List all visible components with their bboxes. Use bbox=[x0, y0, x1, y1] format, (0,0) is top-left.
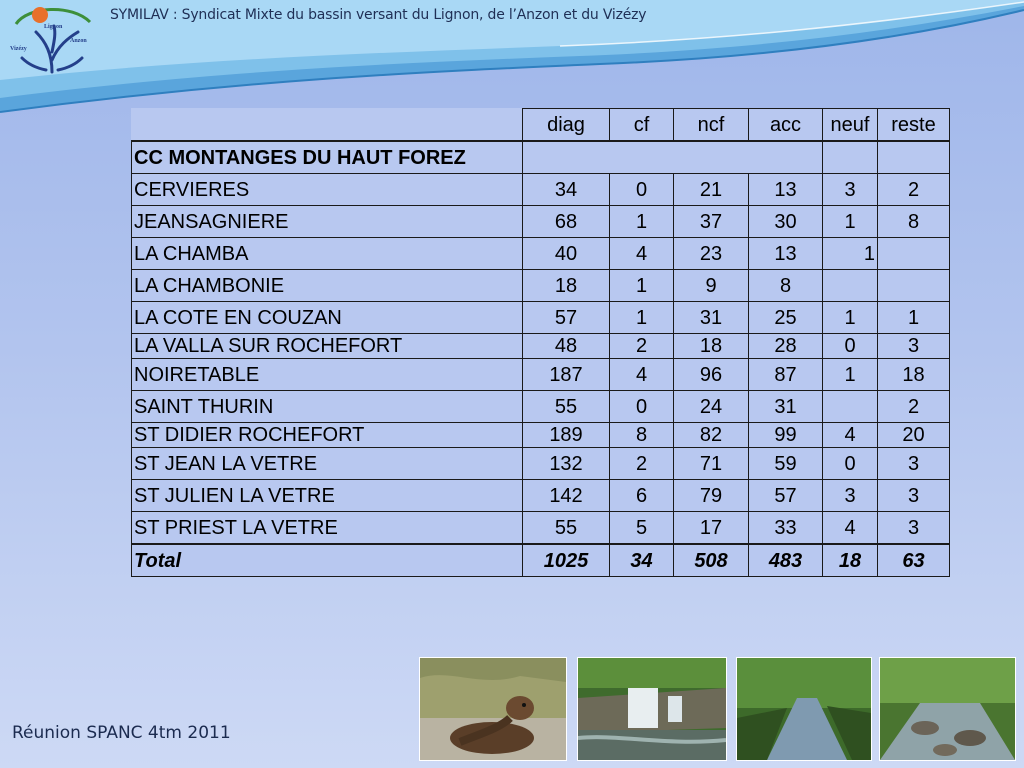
column-header-diag: diag bbox=[523, 109, 610, 142]
total-reste: 63 bbox=[878, 544, 950, 577]
cell-diag: 40 bbox=[523, 238, 610, 270]
cell-reste bbox=[878, 238, 950, 270]
cell-acc: 13 bbox=[749, 174, 823, 206]
table-row bbox=[132, 270, 950, 302]
cell-reste: 3 bbox=[878, 334, 950, 359]
table-row bbox=[132, 359, 950, 391]
column-header-cf: cf bbox=[610, 109, 674, 142]
cell-neuf: 3 bbox=[823, 480, 878, 512]
river-photo bbox=[736, 657, 872, 761]
table-row bbox=[132, 206, 950, 238]
table-row bbox=[132, 391, 950, 423]
cell-acc: 31 bbox=[749, 391, 823, 423]
cell-reste: 3 bbox=[878, 512, 950, 545]
table-row bbox=[132, 302, 950, 334]
group-row bbox=[132, 141, 950, 174]
cell-cf: 0 bbox=[610, 174, 674, 206]
cell-cf: 2 bbox=[610, 334, 674, 359]
cell-acc: 99 bbox=[749, 423, 823, 448]
commune-name: ST JEAN LA VETRE bbox=[132, 448, 523, 480]
cell-ncf: 31 bbox=[674, 302, 749, 334]
commune-name: JEANSAGNIERE bbox=[132, 206, 523, 238]
total-diag: 1025 bbox=[523, 544, 610, 577]
commune-name: LA CHAMBA bbox=[132, 238, 523, 270]
table-row bbox=[132, 480, 950, 512]
cell-cf: 5 bbox=[610, 512, 674, 545]
cell-cf: 1 bbox=[610, 302, 674, 334]
cell-diag: 57 bbox=[523, 302, 610, 334]
table-row bbox=[132, 174, 950, 206]
page-header-title: SYMILAV : Syndicat Mixte du bassin versant du Lignon, de l’Anzon et du Vizézy bbox=[110, 7, 647, 23]
cell-diag: 68 bbox=[523, 206, 610, 238]
commune-name: ST DIDIER ROCHEFORT bbox=[132, 423, 523, 448]
cell-acc: 30 bbox=[749, 206, 823, 238]
cell-acc: 59 bbox=[749, 448, 823, 480]
total-neuf: 18 bbox=[823, 544, 878, 577]
cell-diag: 187 bbox=[523, 359, 610, 391]
waterfall-photo bbox=[577, 657, 727, 761]
column-header-ncf: ncf bbox=[674, 109, 749, 142]
total-row bbox=[132, 544, 950, 577]
cell-diag: 55 bbox=[523, 391, 610, 423]
cell-reste: 2 bbox=[878, 174, 950, 206]
cell-ncf: 17 bbox=[674, 512, 749, 545]
cell-ncf: 23 bbox=[674, 238, 749, 270]
commune-name: ST JULIEN LA VETRE bbox=[132, 480, 523, 512]
cell-ncf: 18 bbox=[674, 334, 749, 359]
cell-diag: 189 bbox=[523, 423, 610, 448]
cell-neuf: 0 bbox=[823, 448, 878, 480]
cell-neuf: 1 bbox=[823, 302, 878, 334]
cell-neuf: 4 bbox=[823, 423, 878, 448]
cell-neuf: 0 bbox=[823, 334, 878, 359]
rocky-stream-photo bbox=[879, 657, 1016, 761]
cell-ncf: 9 bbox=[674, 270, 749, 302]
total-label: Total bbox=[132, 544, 523, 577]
column-header-acc: acc bbox=[749, 109, 823, 142]
cell-acc: 13 bbox=[749, 238, 823, 270]
empty-header-cell bbox=[132, 109, 523, 142]
cell-acc: 87 bbox=[749, 359, 823, 391]
cell-acc: 25 bbox=[749, 302, 823, 334]
cell-reste: 18 bbox=[878, 359, 950, 391]
symilav-logo bbox=[6, 2, 98, 80]
table-row bbox=[132, 423, 950, 448]
table-row bbox=[132, 448, 950, 480]
cell-reste: 2 bbox=[878, 391, 950, 423]
commune-name: ST PRIEST LA VETRE bbox=[132, 512, 523, 545]
logo-word-lignon: Lignon bbox=[44, 24, 63, 30]
cell-diag: 34 bbox=[523, 174, 610, 206]
cell-cf: 0 bbox=[610, 391, 674, 423]
cell-acc: 8 bbox=[749, 270, 823, 302]
commune-name: NOIRETABLE bbox=[132, 359, 523, 391]
cell-ncf: 21 bbox=[674, 174, 749, 206]
cell-neuf bbox=[823, 391, 878, 423]
cell-ncf: 82 bbox=[674, 423, 749, 448]
commune-name: LA VALLA SUR ROCHEFORT bbox=[132, 334, 523, 359]
table-header-row bbox=[132, 109, 950, 142]
cell-reste: 20 bbox=[878, 423, 950, 448]
commune-name: SAINT THURIN bbox=[132, 391, 523, 423]
cell-acc: 28 bbox=[749, 334, 823, 359]
cell-cf: 1 bbox=[610, 206, 674, 238]
table-row bbox=[132, 512, 950, 545]
cell-ncf: 96 bbox=[674, 359, 749, 391]
cell-neuf: 1 bbox=[823, 359, 878, 391]
cell-ncf: 37 bbox=[674, 206, 749, 238]
cell-cf: 8 bbox=[610, 423, 674, 448]
cell-cf: 4 bbox=[610, 238, 674, 270]
cell-ncf: 24 bbox=[674, 391, 749, 423]
cell-cf: 2 bbox=[610, 448, 674, 480]
total-cf: 34 bbox=[610, 544, 674, 577]
cell-cf: 1 bbox=[610, 270, 674, 302]
total-acc: 483 bbox=[749, 544, 823, 577]
cell-diag: 48 bbox=[523, 334, 610, 359]
total-ncf: 508 bbox=[674, 544, 749, 577]
cell-neuf: 1 bbox=[823, 206, 878, 238]
cell-neuf bbox=[823, 270, 878, 302]
commune-name: LA CHAMBONIE bbox=[132, 270, 523, 302]
cell-reste: 1 bbox=[878, 302, 950, 334]
cell-acc: 33 bbox=[749, 512, 823, 545]
commune-name: LA COTE EN COUZAN bbox=[132, 302, 523, 334]
logo-word-vizezy: Vizézy bbox=[10, 46, 27, 52]
commune-name: CERVIERES bbox=[132, 174, 523, 206]
cell-reste bbox=[878, 270, 950, 302]
cell-reste: 3 bbox=[878, 480, 950, 512]
table-row bbox=[132, 334, 950, 359]
column-header-reste: reste bbox=[878, 109, 950, 142]
cell-diag: 55 bbox=[523, 512, 610, 545]
cell-neuf: 3 bbox=[823, 174, 878, 206]
cell-diag: 142 bbox=[523, 480, 610, 512]
cell-diag: 132 bbox=[523, 448, 610, 480]
otter-photo bbox=[419, 657, 567, 761]
cell-diag: 18 bbox=[523, 270, 610, 302]
spanc-data-table bbox=[131, 108, 950, 577]
cell-ncf: 79 bbox=[674, 480, 749, 512]
logo-word-anzon: Anzon bbox=[70, 38, 87, 44]
cell-acc: 57 bbox=[749, 480, 823, 512]
cell-neuf: 4 bbox=[823, 512, 878, 545]
cell-neuf: 1 bbox=[823, 238, 878, 270]
group-label: CC MONTANGES DU HAUT FOREZ bbox=[132, 141, 523, 174]
cell-reste: 8 bbox=[878, 206, 950, 238]
table-row bbox=[132, 238, 950, 270]
footer-meeting-label: Réunion SPANC 4tm 2011 bbox=[12, 723, 231, 743]
column-header-neuf: neuf bbox=[823, 109, 878, 142]
cell-reste: 3 bbox=[878, 448, 950, 480]
cell-cf: 4 bbox=[610, 359, 674, 391]
cell-cf: 6 bbox=[610, 480, 674, 512]
cell-ncf: 71 bbox=[674, 448, 749, 480]
